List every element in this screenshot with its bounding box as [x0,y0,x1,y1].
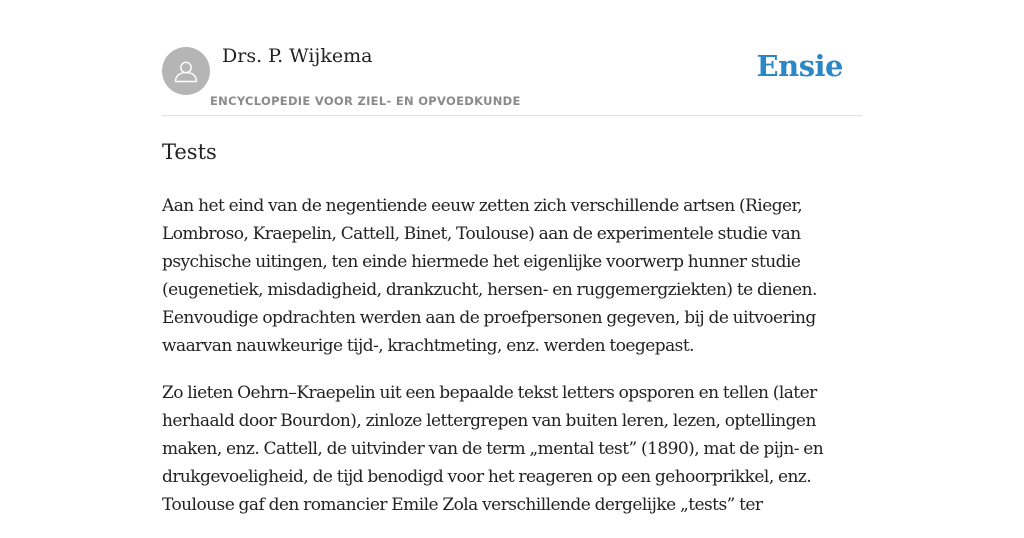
user-icon [162,47,210,95]
author-name[interactable]: Drs. P. Wijkema [222,45,373,67]
header-divider [162,115,862,116]
article-title: Tests [162,140,217,164]
article-paragraph: Aan het eind van de negentiende eeuw zetten zich verschillende artsen (Rieger, Lombroso, Kraepelin, Cattell, Binet, Toulouse) aan de experimentele studie van psychische uitingen, ten einde hiermede het eigenlijke voorwerp hunner studie (eugenetiek, misdadigheid, drankzucht, hersen- en ruggemergziekten) te dienen. Eenvoudige opdrachten werden aan de proefpersonen gegeven, bij de uitvoering waarvan nauwkeurige tijd-, krachtmeting, enz. werden toegepast. [162,196,817,356]
site-logo[interactable]: Ensie [756,49,843,83]
publication-name[interactable]: ENCYCLOPEDIE VOOR ZIEL- EN OPVOEDKUNDE [210,94,521,108]
article-body [162,192,862,538]
article-paragraph: Zo lieten Oehrn–Kraepelin uit een bepaalde tekst letters opsporen en tellen (later herhaald door Bourdon), zinloze lettergrepen van buiten leren, lezen, optellingen maken, enz. Cattell, de uitvinder van de term „mental test” (1890), mat de pijn- en drukgevoeligheid, de tijd benodigd voor het reageren op een gehoorprikkel, enz. Toulouse gaf den romancier Emile Zola verschillende dergelijke „tests” ter [162,383,824,515]
author-avatar[interactable] [162,47,210,95]
page [162,0,862,515]
